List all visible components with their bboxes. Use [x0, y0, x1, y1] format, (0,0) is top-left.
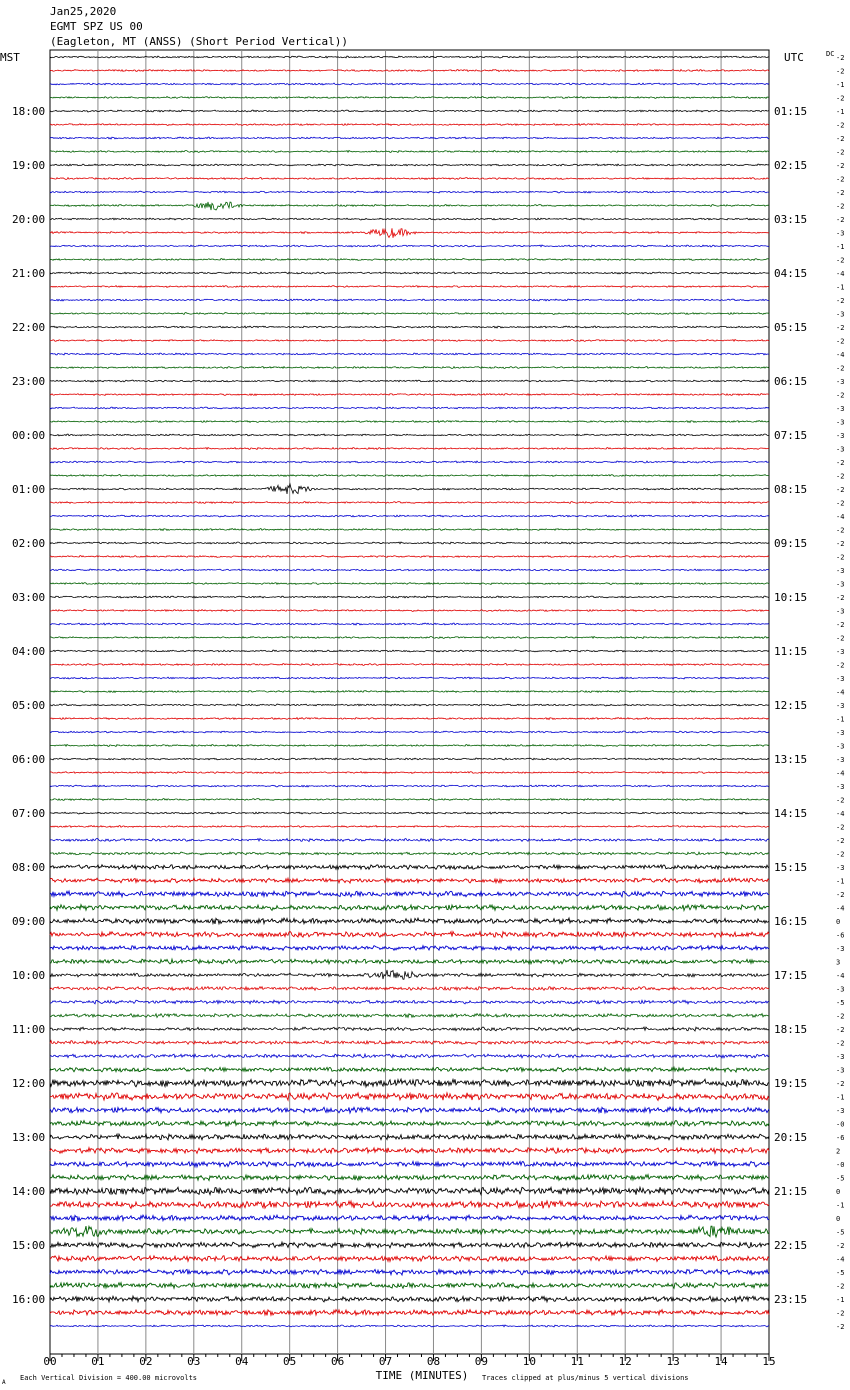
dc-offset-label: 0 [836, 1215, 841, 1223]
seismic-trace [50, 137, 769, 139]
seismic-trace [50, 56, 769, 58]
dc-offset-label: -2 [836, 553, 845, 562]
seismic-trace [50, 1054, 769, 1058]
left-time-label: 22:00 [12, 321, 46, 334]
seismic-trace [50, 340, 769, 342]
dc-offset-label: -0 [836, 1161, 845, 1169]
dc-offset-label: -2 [836, 202, 845, 211]
right-time-label: 23:15 [774, 1293, 808, 1306]
right-time-label: 21:15 [774, 1185, 808, 1198]
left-time-label: 04:00 [12, 645, 46, 658]
right-time-label: 15:15 [774, 861, 808, 874]
seismic-trace [50, 905, 769, 911]
right-time-label: 09:15 [774, 537, 808, 550]
dc-offset-label: -5 [836, 1174, 845, 1183]
seismic-trace [50, 1148, 769, 1154]
dc-offset-label: -2 [836, 391, 845, 400]
right-axis-label: UTC [784, 51, 804, 64]
dc-offset-label: -2 [836, 256, 845, 265]
dc-offset-label: -2 [836, 472, 845, 481]
x-tick-label: 01 [91, 1355, 105, 1368]
dc-offset-label: -4 [836, 513, 845, 521]
seismic-trace [50, 1093, 769, 1101]
seismic-trace [50, 407, 769, 409]
dc-offset-label: -2 [836, 526, 845, 535]
left-time-label: 20:00 [12, 213, 46, 226]
seismic-trace [50, 1027, 769, 1031]
dc-offset-label: -5 [836, 999, 845, 1007]
dc-offset-label: -2 [836, 499, 845, 508]
left-time-label: 11:00 [12, 1023, 46, 1036]
seismic-trace [50, 434, 769, 436]
seismic-trace [50, 461, 769, 463]
dc-offset-label: -3 [836, 648, 845, 656]
dc-offset-label: -3 [836, 742, 845, 751]
dc-offset-label: -2 [836, 148, 845, 157]
seismic-trace [50, 1215, 769, 1221]
x-tick-label: 10 [522, 1355, 536, 1368]
dc-offset-label: -1 [836, 108, 845, 116]
dc-offset-label: -4 [836, 972, 845, 980]
dc-offset-label: -3 [836, 405, 845, 413]
seismic-trace [50, 421, 769, 423]
left-time-label: 15:00 [12, 1239, 46, 1252]
left-time-label: 12:00 [12, 1077, 46, 1090]
left-time-label: 18:00 [12, 105, 46, 118]
seismic-trace [50, 202, 769, 210]
right-time-label: 16:15 [774, 915, 808, 928]
seismic-trace [50, 191, 769, 193]
seismic-trace [50, 852, 769, 855]
seismic-trace [50, 704, 769, 706]
dc-offset-label: -1 [836, 877, 845, 886]
left-time-label: 02:00 [12, 537, 46, 550]
seismic-trace [50, 785, 769, 787]
seismic-trace [50, 772, 769, 774]
right-time-label: 05:15 [774, 321, 808, 334]
dc-offset-label: -3 [836, 580, 845, 589]
seismic-trace [50, 959, 769, 964]
seismic-trace [50, 151, 769, 153]
x-tick-label: 13 [666, 1355, 680, 1368]
seismic-trace [50, 448, 769, 450]
left-time-label: 10:00 [12, 969, 46, 982]
seismic-trace [50, 228, 769, 238]
seismic-trace [50, 610, 769, 612]
dc-offset-label: -3 [836, 445, 845, 454]
dc-offset-label: -3 [836, 1066, 845, 1075]
x-tick-label: 03 [187, 1355, 201, 1368]
x-tick-label: 08 [426, 1355, 441, 1368]
dc-offset-label: -6 [836, 931, 845, 940]
seismic-trace [50, 1134, 769, 1140]
left-time-label: 23:00 [12, 375, 46, 388]
seismic-trace [50, 1067, 769, 1072]
right-time-label: 06:15 [774, 375, 808, 388]
seismic-trace [50, 299, 769, 301]
dc-offset-label: -2 [836, 189, 845, 197]
chart-date: Jan25,2020 [50, 5, 117, 18]
dc-offset-label: -2 [836, 850, 845, 859]
dc-offset-label: -2 [836, 1026, 845, 1034]
seismic-trace [50, 245, 769, 247]
right-time-label: 12:15 [774, 699, 808, 712]
right-time-label: 03:15 [774, 213, 808, 226]
dc-offset-label: 0 [836, 918, 841, 926]
right-time-label: 01:15 [774, 105, 808, 118]
seismic-trace [50, 367, 769, 369]
dc-offset-label: -4 [836, 351, 845, 359]
dc-offset-label: -3 [836, 783, 845, 791]
right-time-label: 10:15 [774, 591, 808, 604]
dc-offset-label: -2 [836, 621, 845, 629]
seismic-trace [50, 1175, 769, 1181]
left-time-label: 01:00 [12, 483, 46, 496]
dc-offset-label: -3 [836, 756, 845, 764]
left-time-label: 08:00 [12, 861, 46, 874]
seismic-trace [50, 596, 769, 598]
dc-offset-label: -3 [836, 675, 845, 683]
seismic-trace [50, 891, 769, 897]
trace-layer [50, 56, 769, 1327]
dc-offset-label: -3 [836, 985, 845, 994]
seismic-trace [50, 529, 769, 531]
left-time-label: 06:00 [12, 753, 46, 766]
left-time-label: 16:00 [12, 1293, 46, 1306]
seismic-trace [50, 515, 769, 517]
dc-label: DC [826, 50, 835, 58]
dc-offset-label: -2 [836, 175, 845, 184]
seismic-trace [50, 124, 769, 126]
x-tick-label: 00 [43, 1355, 57, 1368]
dc-offset-label: -3 [836, 864, 845, 872]
dc-offset-label: -3 [836, 310, 845, 319]
seismic-trace [50, 718, 769, 720]
dc-offset-label: -2 [836, 486, 845, 494]
seismic-trace [50, 691, 769, 693]
dc-offset-label: -2 [836, 121, 845, 130]
dc-offset-label: -2 [836, 1080, 845, 1088]
dc-offset-label: -2 [836, 297, 845, 305]
dc-offset-label: -3 [836, 945, 845, 953]
x-tick-label: 06 [330, 1355, 345, 1368]
seismic-trace [50, 1325, 769, 1327]
dc-offset-label: -4 [836, 904, 845, 913]
right-time-label: 20:15 [774, 1131, 808, 1144]
dc-offset-label: -1 [836, 81, 845, 89]
dc-offset-label: -3 [836, 567, 845, 575]
dc-offset-label: -2 [836, 135, 845, 143]
x-tick-label: 02 [139, 1355, 153, 1368]
dc-offset-label: -4 [836, 769, 845, 778]
dc-offset-label: -3 [836, 378, 845, 386]
dc-offset-label: -2 [836, 594, 845, 602]
dc-offset-label: -1 [836, 1093, 845, 1102]
dc-offset-label: -2 [836, 1012, 845, 1021]
seismic-trace [50, 1079, 769, 1087]
seismic-trace [50, 1187, 769, 1194]
left-time-label: 00:00 [12, 429, 46, 442]
dc-offset-label: -2 [836, 891, 845, 899]
dc-offset-label: -3 [836, 418, 845, 427]
seismic-trace [50, 556, 769, 558]
right-time-label: 02:15 [774, 159, 808, 172]
station-code: EGMT SPZ US 00 [50, 20, 143, 33]
seismic-trace [50, 878, 769, 883]
dc-offset-label: -0 [836, 1120, 845, 1129]
dc-offset-label: -2 [836, 661, 845, 670]
dc-offset-label: 2 [836, 1147, 841, 1156]
right-time-label: 08:15 [774, 483, 808, 496]
dc-offset-label: -2 [836, 540, 845, 548]
dc-offset-label: -4 [836, 810, 845, 818]
seismic-trace [50, 97, 769, 99]
seismic-trace [50, 650, 769, 652]
x-axis-label: TIME (MINUTES) [375, 1369, 469, 1382]
dc-offset-label: -3 [836, 432, 845, 440]
seismic-trace [50, 1000, 769, 1004]
dc-offset-label: -2 [836, 337, 845, 346]
seismic-trace [50, 826, 769, 828]
right-time-label: 13:15 [774, 753, 808, 766]
dc-offset-label: -3 [836, 729, 845, 737]
station-location: (Eagleton, MT (ANSS) (Short Period Vertical)) [50, 35, 349, 48]
x-tick-label: 15 [762, 1355, 776, 1368]
right-time-label: 07:15 [774, 429, 808, 442]
clip-note: Traces clipped at plus/minus 5 vertical divisions [482, 1374, 689, 1382]
corner-mark: A [2, 1379, 6, 1386]
seismic-trace [50, 1121, 769, 1127]
dc-offset-label: -4 [836, 1255, 845, 1264]
seismic-trace [50, 218, 769, 220]
seismic-trace [50, 731, 769, 733]
right-time-label: 14:15 [774, 807, 808, 820]
right-time-label: 11:15 [774, 645, 808, 658]
seismic-trace [50, 1041, 769, 1045]
dc-offset-label: -2 [836, 796, 845, 805]
left-axis-label: MST [0, 51, 20, 64]
right-time-label: 17:15 [774, 969, 808, 982]
right-time-label: 18:15 [774, 1023, 808, 1036]
x-tick-label: 09 [474, 1355, 489, 1368]
seismic-trace [50, 259, 769, 261]
dc-offset-label: -2 [836, 364, 845, 373]
dc-offset-label: -3 [836, 1053, 845, 1061]
seismic-trace [50, 1269, 769, 1275]
x-tick-label: 05 [283, 1355, 297, 1368]
seismic-trace [50, 1310, 769, 1316]
dc-offset-label: -4 [836, 688, 845, 697]
x-tick-label: 14 [714, 1355, 728, 1368]
left-time-label: 05:00 [12, 699, 46, 712]
x-tick-label: 11 [570, 1355, 584, 1368]
seismic-trace [50, 637, 769, 639]
seismic-trace [50, 799, 769, 801]
seismic-trace [50, 569, 769, 571]
seismic-trace [50, 1107, 769, 1113]
seismic-trace [50, 326, 769, 328]
seismic-trace [50, 664, 769, 666]
seismic-trace [50, 83, 769, 85]
seismic-trace [50, 1296, 769, 1302]
dc-offset-label: -2 [836, 67, 845, 76]
left-time-label: 19:00 [12, 159, 46, 172]
seismic-trace [50, 946, 769, 951]
seismic-trace [50, 313, 769, 315]
dc-offset-label: -2 [836, 54, 845, 62]
seismic-trace [50, 745, 769, 747]
dc-offset-label: -2 [836, 823, 845, 832]
seismic-trace [50, 1161, 769, 1167]
left-time-label: 03:00 [12, 591, 46, 604]
dc-offset-label: 0 [836, 1188, 841, 1196]
dc-offset-label: -3 [836, 607, 845, 616]
dc-offset-label: -5 [836, 1269, 845, 1277]
seismic-trace [50, 353, 769, 355]
dc-offset-label: -1 [836, 715, 845, 724]
dc-offset-label: -2 [836, 1242, 845, 1250]
seismic-trace [50, 1226, 769, 1237]
seismic-trace [50, 623, 769, 625]
seismic-trace [50, 502, 769, 504]
seismic-trace [50, 1256, 769, 1262]
dc-offset-label: -2 [836, 1309, 845, 1318]
seismic-trace [50, 918, 769, 924]
seismic-trace [50, 164, 769, 166]
dc-offset-label: -2 [836, 1039, 845, 1048]
seismic-trace [50, 970, 769, 979]
seismic-trace [50, 70, 769, 72]
seismic-trace [50, 583, 769, 585]
seismic-trace [50, 272, 769, 274]
dc-offset-label: -2 [836, 1323, 845, 1331]
seismic-trace [50, 394, 769, 396]
seismic-trace [50, 1283, 769, 1289]
seismic-trace [50, 865, 769, 870]
seismic-trace [50, 475, 769, 477]
dc-offset-label: -2 [836, 162, 845, 170]
left-time-label: 09:00 [12, 915, 46, 928]
dc-offset-label: -1 [836, 283, 845, 292]
seismic-trace [50, 1201, 769, 1209]
seismic-trace [50, 758, 769, 760]
dc-offset-label: -3 [836, 1107, 845, 1115]
right-time-label: 04:15 [774, 267, 808, 280]
seismic-trace [50, 380, 769, 382]
seismic-trace [50, 286, 769, 288]
dc-offset-label: -2 [836, 634, 845, 643]
dc-offset-label: 3 [836, 958, 841, 967]
dc-offset-label: -3 [836, 702, 845, 710]
dc-offset-label: -5 [836, 1228, 845, 1237]
seismic-trace [50, 839, 769, 842]
left-time-label: 13:00 [12, 1131, 46, 1144]
dc-offset-label: -1 [836, 1296, 845, 1304]
seismic-trace [50, 542, 769, 544]
x-tick-label: 04 [235, 1355, 249, 1368]
seismic-trace [50, 812, 769, 814]
dc-offset-label: -2 [836, 1282, 845, 1291]
seismic-trace [50, 677, 769, 679]
seismic-trace [50, 110, 769, 112]
x-tick-label: 07 [378, 1355, 393, 1368]
x-tick-label: 12 [618, 1355, 632, 1368]
dc-offset-label: -2 [836, 837, 845, 845]
right-time-label: 22:15 [774, 1239, 808, 1252]
seismic-trace [50, 987, 769, 991]
seismic-trace [50, 932, 769, 938]
dc-offset-label: -1 [836, 1201, 845, 1210]
dc-offset-label: -4 [836, 270, 845, 278]
left-time-label: 07:00 [12, 807, 46, 820]
seismic-trace [50, 178, 769, 180]
left-time-label: 21:00 [12, 267, 46, 280]
dc-offset-label: -2 [836, 94, 845, 103]
dc-offset-label: -3 [836, 229, 845, 238]
dc-offset-label: -2 [836, 324, 845, 332]
seismic-trace [50, 1242, 769, 1248]
scale-note: Each Vertical Division = 400.00 microvolts [20, 1374, 198, 1382]
dc-offset-label: -6 [836, 1134, 845, 1142]
right-time-label: 19:15 [774, 1077, 808, 1090]
dc-offset-label: -2 [836, 216, 845, 224]
dc-offset-label: -1 [836, 243, 845, 251]
seismic-trace [50, 484, 769, 494]
dc-offset-label: -2 [836, 459, 845, 467]
seismic-trace [50, 1014, 769, 1018]
left-time-label: 14:00 [12, 1185, 46, 1198]
